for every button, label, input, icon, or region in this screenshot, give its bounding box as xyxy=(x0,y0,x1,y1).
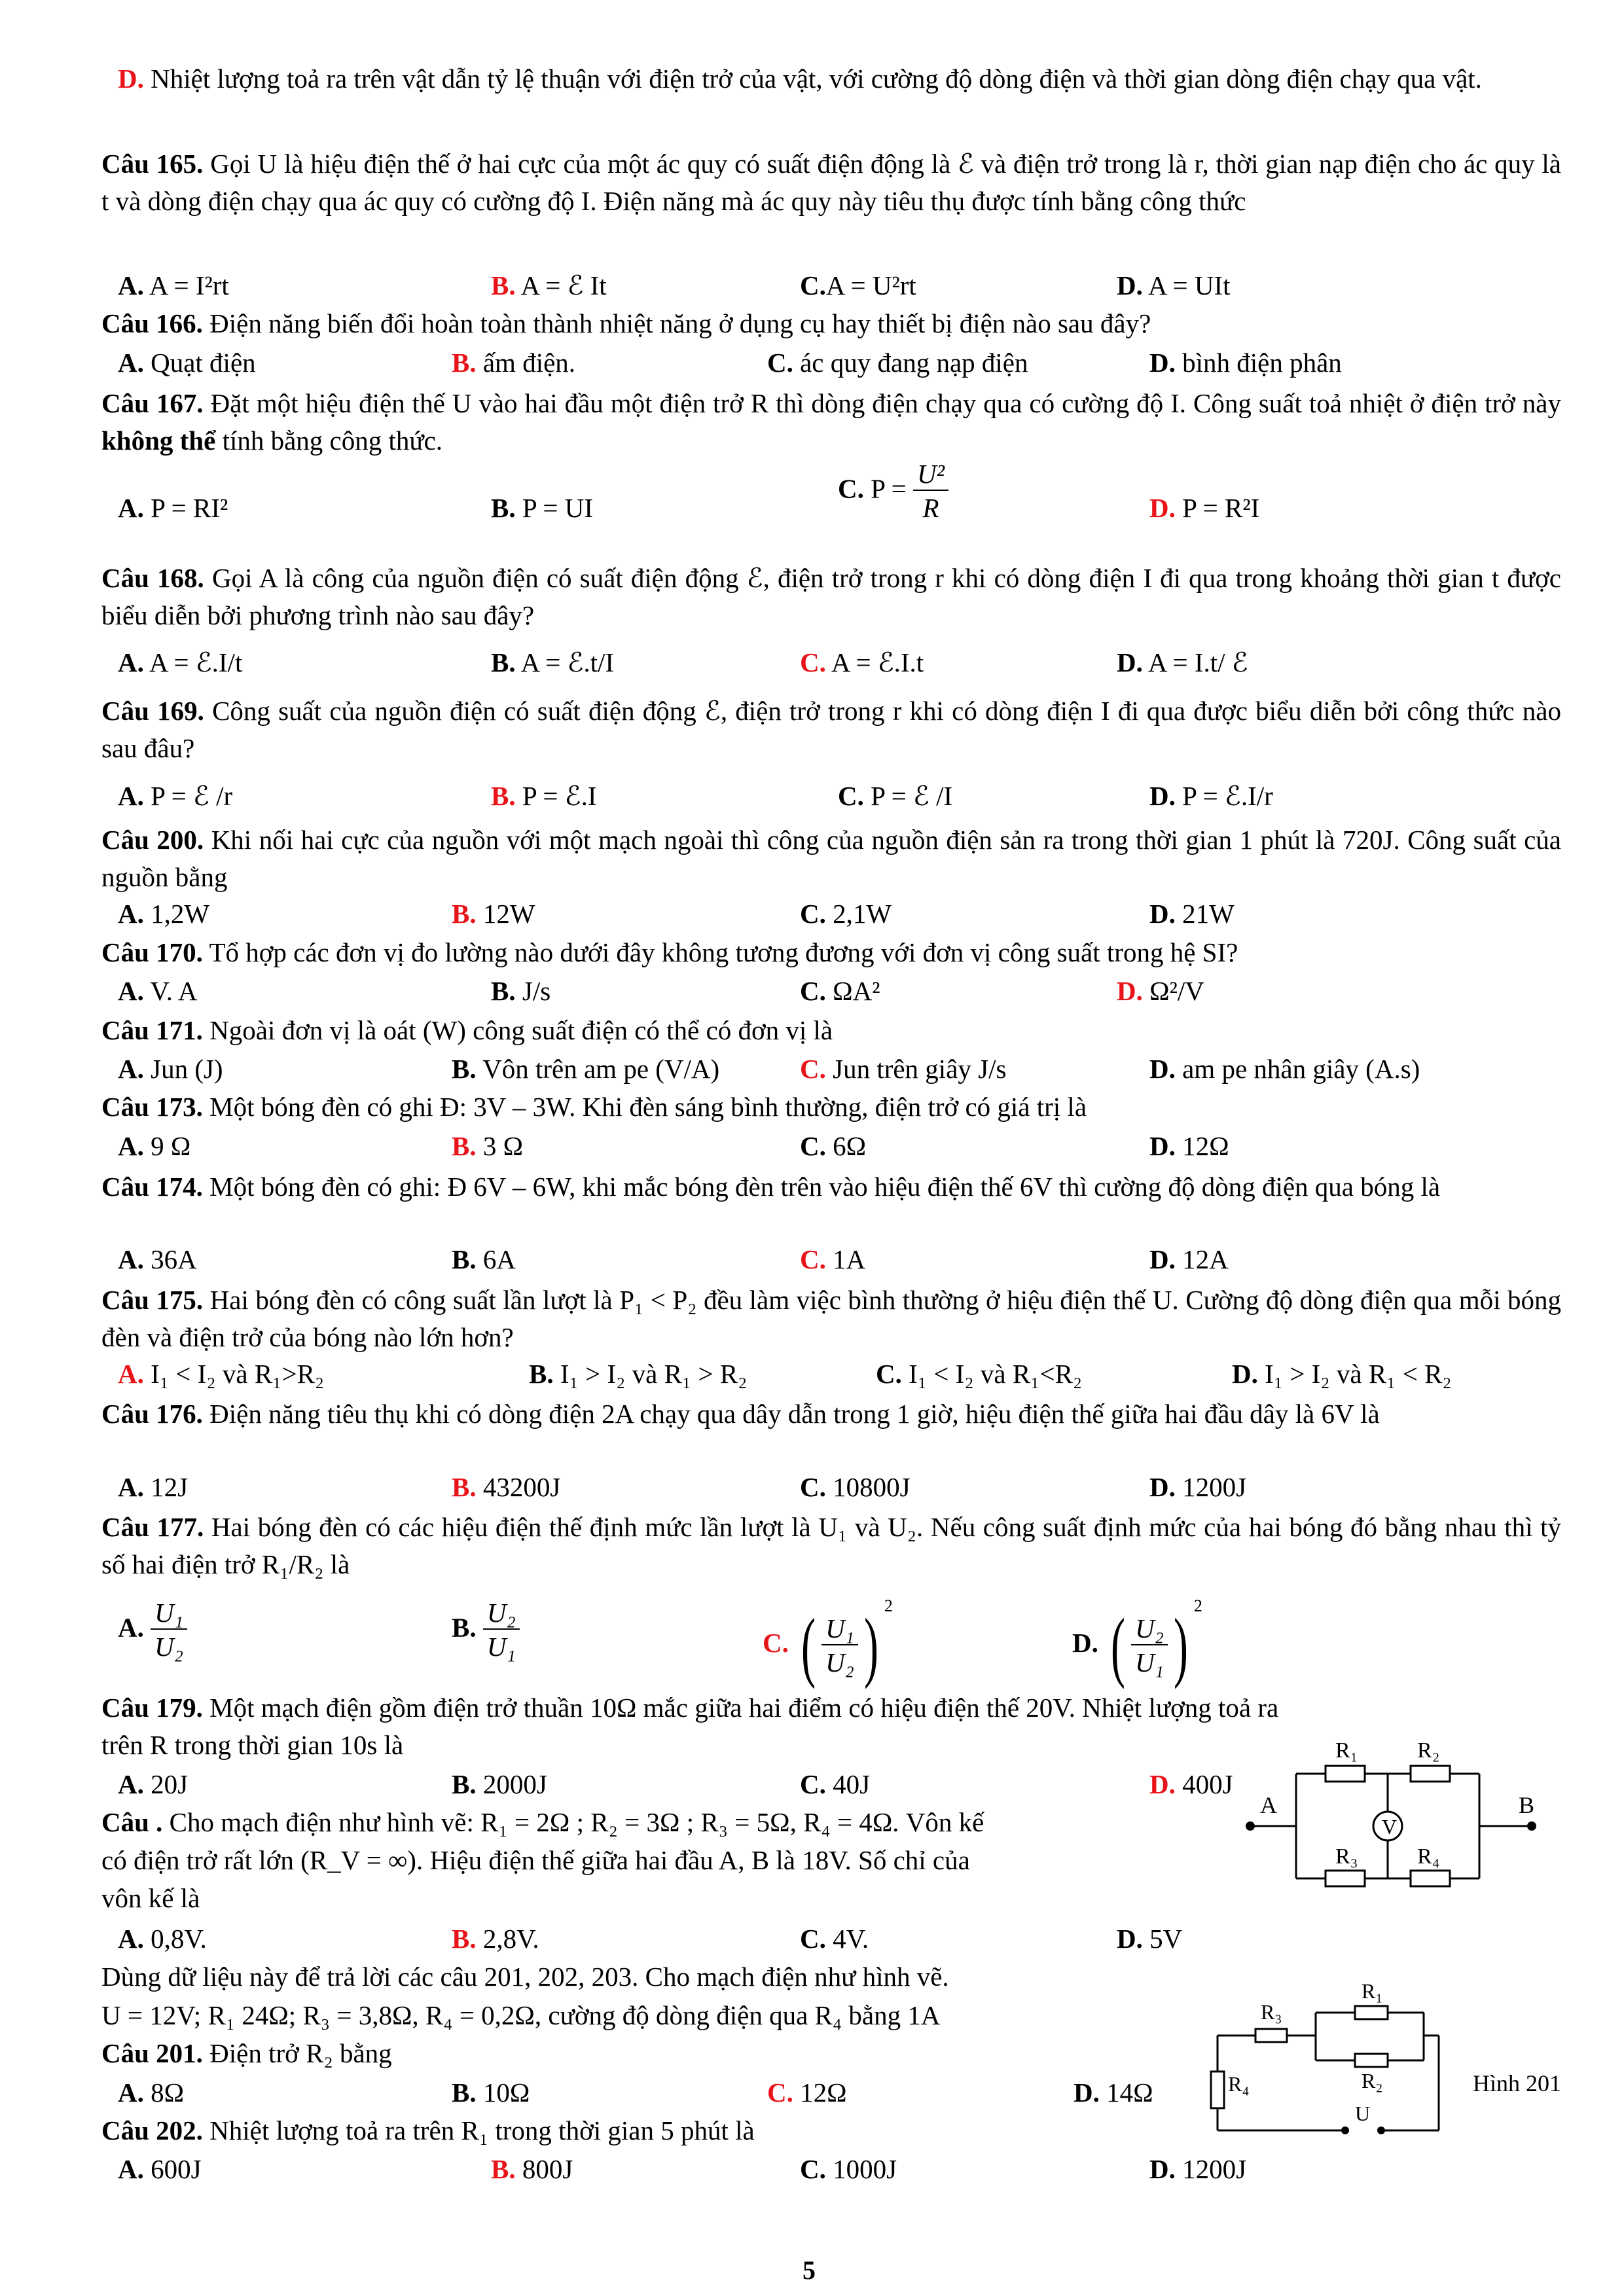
q176-option-c: C. 10800J xyxy=(800,1472,911,1502)
q165-text: Gọi U là hiệu điện thế ở hai cực của một ác quy có suất điện động là ℰ và điện trở trong là r, thời gian nạp điện cho ác quy là t và dòng điện chạy qua ác quy có cường độ I. Điện năng mà ác quy này tiêu thụ được tính bằng công thức xyxy=(101,149,1561,216)
q201-option-b: B. 10Ω xyxy=(452,2077,530,2108)
q165-label: Câu 165. xyxy=(101,149,204,179)
q173-question: Câu 173. Một bóng đèn có ghi Đ: 3V – 3W. Khi đèn sáng bình thường, điện trở có giá trị là xyxy=(101,1092,1087,1122)
q176-option-b: B. 43200J xyxy=(452,1472,561,1502)
q166-option-a: A. Quạt điện xyxy=(118,348,256,378)
q170-option-d: D. Ω²/V xyxy=(1117,976,1204,1006)
q167-option-c: C. P = $\frac{\text{U²}}{R}$ xyxy=(838,458,948,525)
q176-option-d: D. 1200J xyxy=(1149,1472,1247,1502)
intro201-line2: U = 12V; R₁ 24Ω; R₃ = 3,8Ω, R₄ = 0,2Ω, cường độ dòng điện qua R₄ bằng 1A xyxy=(101,2000,941,2030)
terminal-a xyxy=(1246,1821,1255,1831)
q177-option-b: B. $\frac{\text{U₂}}{\text{U₁}}$ xyxy=(452,1597,520,1664)
q175-option-c: C. I₁ < I₂ và R₁<R₂ xyxy=(876,1359,1083,1389)
resistor-r2-fig2 xyxy=(1355,2054,1388,2067)
q168-question: Câu 168. Gọi A là công của nguồn điện có suất điện động ℰ, điện trở trong r khi có dòng điện I đi qua trong khoảng thời gian t được biểu diễn bởi phương trình nào sau đây? xyxy=(101,563,1562,630)
svg-text:R₁: R₁ xyxy=(1335,1738,1358,1763)
circuit-question-line3: vôn kế là xyxy=(101,1883,200,1913)
q200-option-a: A. 1,2W xyxy=(118,899,210,929)
q176-question: Câu 176. Điện năng tiêu thụ khi có dòng điện 2A chạy qua dây dẫn trong 1 giờ, hiệu điện thế giữa hai đầu dây là 6V là xyxy=(101,1399,1380,1429)
q201-question: Câu 201. Điện trở R₂ bằng xyxy=(101,2038,392,2068)
circuit-figure-201 xyxy=(1198,1973,1591,2140)
q177-option-c: C. ( $\frac{\text{U₁}}{\text{U₂}}$ ) $^2$ xyxy=(763,1596,893,1689)
q174-option-c: C. 1A xyxy=(800,1244,866,1274)
svg-text:R₃: R₃ xyxy=(1261,2000,1282,2024)
q202-option-d: D. 1200J xyxy=(1149,2154,1247,2184)
q167-question: Câu 167. Đặt một hiệu điện thế U vào hai đầu một điện trở R thì dòng điện chạy qua có cường độ I. Công suất toả nhiệt ở điện trở này không thể tính bằng công thức. xyxy=(101,388,1561,456)
q168-option-c: C. A = ℰ.I.t xyxy=(800,647,924,677)
q169-option-d: D. P = ℰ.I/r xyxy=(1149,781,1273,811)
circuit-option-d: D. 5V xyxy=(1117,1924,1183,1954)
circuit-question-line1: Câu . Cho mạch điện như hình vẽ: R₁ = 2Ω ; R₂ = 3Ω ; R₃ = 5Ω, R₄ = 4Ω. Vôn kế xyxy=(101,1807,984,1837)
q167-c-fraction: $\frac{\text{U²}}{R}$ xyxy=(913,458,948,525)
q202-option-b: B. 800J xyxy=(491,2154,573,2184)
terminal-b xyxy=(1527,1821,1536,1831)
q176-option-a: A. 12J xyxy=(118,1472,189,1502)
q168-option-d: D. A = I.t/ ℰ xyxy=(1117,647,1248,677)
q173-option-b: B. 3 Ω xyxy=(452,1131,524,1161)
q166-question: Câu 166. Điện năng biến đổi hoàn toàn thành nhiệt năng ở dụng cụ hay thiết bị điện nào sau đây? xyxy=(101,308,1151,338)
page-number: 5 xyxy=(803,2255,816,2285)
svg-text:V: V xyxy=(1382,1815,1398,1839)
resistor-r2 xyxy=(1411,1766,1450,1782)
q173-option-d: D. 12Ω xyxy=(1149,1131,1229,1161)
q179-option-c: C. 40J xyxy=(800,1769,871,1799)
q177-question: Câu 177. Hai bóng đèn có các hiệu điện thế định mức lần lượt là U₁ và U₂. Nếu công suất định mức của hai bóng đó bằng nhau thì tỷ số hai điện trở R₁/R₂ là xyxy=(101,1512,1561,1579)
q166-option-d: D. bình điện phân xyxy=(1149,348,1342,378)
resistor-r1 xyxy=(1326,1766,1365,1782)
q167-option-a: A. P = RI² xyxy=(118,493,228,523)
circuit-option-a: A. 0,8V. xyxy=(118,1924,207,1954)
q167-option-d: D. P = R²I xyxy=(1149,493,1260,523)
q179-option-d: D. 400J xyxy=(1149,1769,1233,1799)
q175-option-a: A. I₁ < I₂ và R₁>R₂ xyxy=(118,1359,325,1389)
q200-question: Câu 200. Khi nối hai cực của nguồn với một mạch ngoài thì công của nguồn điện sản ra trong thời gian 1 phút là 720J. Công suất của nguồn bằng xyxy=(101,825,1562,892)
svg-text:R₂: R₂ xyxy=(1417,1738,1440,1763)
q177-option-d: D. ( $\frac{\text{U₂}}{\text{U₁}}$ ) $^2$ xyxy=(1072,1596,1202,1689)
q166-option-b: B. ấm điện. xyxy=(452,348,576,378)
q174-option-b: B. 6A xyxy=(452,1244,516,1274)
q179-question-line2: trên R trong thời gian 10s là xyxy=(101,1730,404,1760)
q171-option-a: A. Jun (J) xyxy=(118,1054,223,1084)
circuit-figure-voltmeter xyxy=(1231,1728,1578,1898)
svg-text:R₁: R₁ xyxy=(1362,1979,1383,2003)
q165-option-d: D. A = UIt xyxy=(1117,270,1231,300)
q201-option-c: C. 12Ω xyxy=(767,2077,847,2108)
svg-text:R₄: R₄ xyxy=(1228,2072,1250,2096)
q179-option-a: A. 20J xyxy=(118,1769,189,1799)
q166-option-c: C. ác quy đang nạp điện xyxy=(767,348,1028,378)
q175-option-d: D. I₁ > I₂ và R₁ < R₂ xyxy=(1232,1359,1452,1389)
q168-option-b: B. A = ℰ.t/I xyxy=(491,647,615,677)
terminal-u-left xyxy=(1341,2126,1349,2134)
circuit-option-c: C. 4V. xyxy=(800,1924,869,1954)
q169-option-c: C. P = ℰ /I xyxy=(838,781,953,811)
q175-option-b: B. I₁ > I₂ và R₁ > R₂ xyxy=(529,1359,748,1389)
q201-option-d: D. 14Ω xyxy=(1074,2077,1153,2108)
q169-question: Câu 169. Công suất của nguồn điện có suất điện động ℰ, điện trở trong r khi có dòng điện I đi qua được biểu diễn bởi công thức nào sau đâu? xyxy=(101,696,1561,763)
q179-option-b: B. 2000J xyxy=(452,1769,547,1799)
svg-text:R₃: R₃ xyxy=(1335,1844,1358,1869)
q200-option-c: C. 2,1W xyxy=(800,899,892,929)
svg-text:R₄: R₄ xyxy=(1417,1844,1440,1869)
q171-option-d: D. am pe nhân giây (A.s) xyxy=(1149,1054,1420,1084)
svg-text:A: A xyxy=(1260,1792,1277,1818)
q170-option-c: C. ΩA² xyxy=(800,976,880,1006)
resistor-r4 xyxy=(1411,1871,1450,1886)
q168-option-a: A. A = ℰ.I/t xyxy=(118,647,243,677)
circuit-question-line2: có điện trở rất lớn (R_V = ∞). Hiệu điện thế giữa hai đầu A, B là 18V. Số chỉ của xyxy=(101,1845,970,1875)
resistor-r4-fig2 xyxy=(1211,2072,1224,2108)
intro201-line1: Dùng dữ liệu này để trả lời các câu 201, 202, 203. Cho mạch điện như hình vẽ. xyxy=(101,1962,949,1992)
q167-option-b: B. P = UI xyxy=(491,493,594,523)
svg-text:R₂: R₂ xyxy=(1362,2069,1383,2092)
q165-option-a: A. A = I²rt xyxy=(118,270,229,300)
terminal-u-right xyxy=(1377,2126,1385,2134)
q165-option-b: B. A = ℰ It xyxy=(491,270,607,300)
q201-option-a: A. 8Ω xyxy=(118,2077,185,2108)
q164-d-text: Nhiệt lượng toả ra trên vật dẫn tỷ lệ thuận với điện trở của vật, với cường độ dòng điện và thời gian dòng điện chạy qua vật. xyxy=(151,63,1482,94)
q174-option-d: D. 12A xyxy=(1149,1244,1229,1274)
q170-option-b: B. J/s xyxy=(491,976,551,1006)
q170-question: Câu 170. Tổ hợp các đơn vị đo lường nào dưới đây không tương đương với đơn vị công suất trong hệ SI? xyxy=(101,937,1238,967)
q165-question xyxy=(101,145,1561,220)
q175-question: Câu 175. Hai bóng đèn có công suất lần lượt là P₁ < P₂ đều làm việc bình thường ở hiệu điện thế U. Cường độ dòng điện qua mỗi bóng đèn và điện trở của bóng nào lớn hơn? xyxy=(101,1285,1561,1352)
q174-question: Câu 174. Một bóng đèn có ghi: Đ 6V – 6W, khi mắc bóng đèn trên vào hiệu điện thế 6V thì cường độ dòng điện qua bóng là xyxy=(101,1172,1441,1202)
q173-option-a: A. 9 Ω xyxy=(118,1131,191,1161)
q177-option-a: A. $\frac{\text{U₁}}{\text{U₂}}$ xyxy=(118,1597,187,1664)
q164-option-d xyxy=(101,60,1561,98)
q173-option-c: C. 6Ω xyxy=(800,1131,867,1161)
q170-option-a: A. V. A xyxy=(118,976,198,1006)
q202-question: Câu 202. Nhiệt lượng toả ra trên R₁ trong thời gian 5 phút là xyxy=(101,2115,755,2145)
q164-d-label: D. xyxy=(118,63,144,94)
q202-option-a: A. 600J xyxy=(118,2154,202,2184)
q179-question-line1: Câu 179. Một mạch điện gồm điện trở thuần 10Ω mắc giữa hai điểm có hiệu điện thế 20V. Nhiệt lượng toả ra xyxy=(101,1693,1279,1723)
q200-option-b: B. 12W xyxy=(452,899,535,929)
q202-option-c: C. 1000J xyxy=(800,2154,897,2184)
resistor-r1-fig2 xyxy=(1355,2006,1388,2019)
q169-option-a: A. P = ℰ /r xyxy=(118,781,233,811)
resistor-r3 xyxy=(1326,1871,1365,1886)
q171-option-b: B. Vôn trên am pe (V/A) xyxy=(452,1054,720,1084)
svg-text:U: U xyxy=(1355,2102,1371,2125)
q174-option-a: A. 36A xyxy=(118,1244,197,1274)
q171-option-c: C. Jun trên giây J/s xyxy=(800,1054,1007,1084)
q169-option-b: B. P = ℰ.I xyxy=(491,781,597,811)
q200-option-d: D. 21W xyxy=(1149,899,1235,929)
resistor-r3-fig2 xyxy=(1255,2029,1287,2042)
svg-text:Hình 201: Hình 201 xyxy=(1473,2070,1561,2096)
q171-question: Câu 171. Ngoài đơn vị là oát (W) công suất điện có thể có đơn vị là xyxy=(101,1015,833,1045)
svg-text:B: B xyxy=(1519,1792,1535,1818)
circuit-option-b: B. 2,8V. xyxy=(452,1924,539,1954)
q165-option-c: C.A = U²rt xyxy=(800,270,916,300)
